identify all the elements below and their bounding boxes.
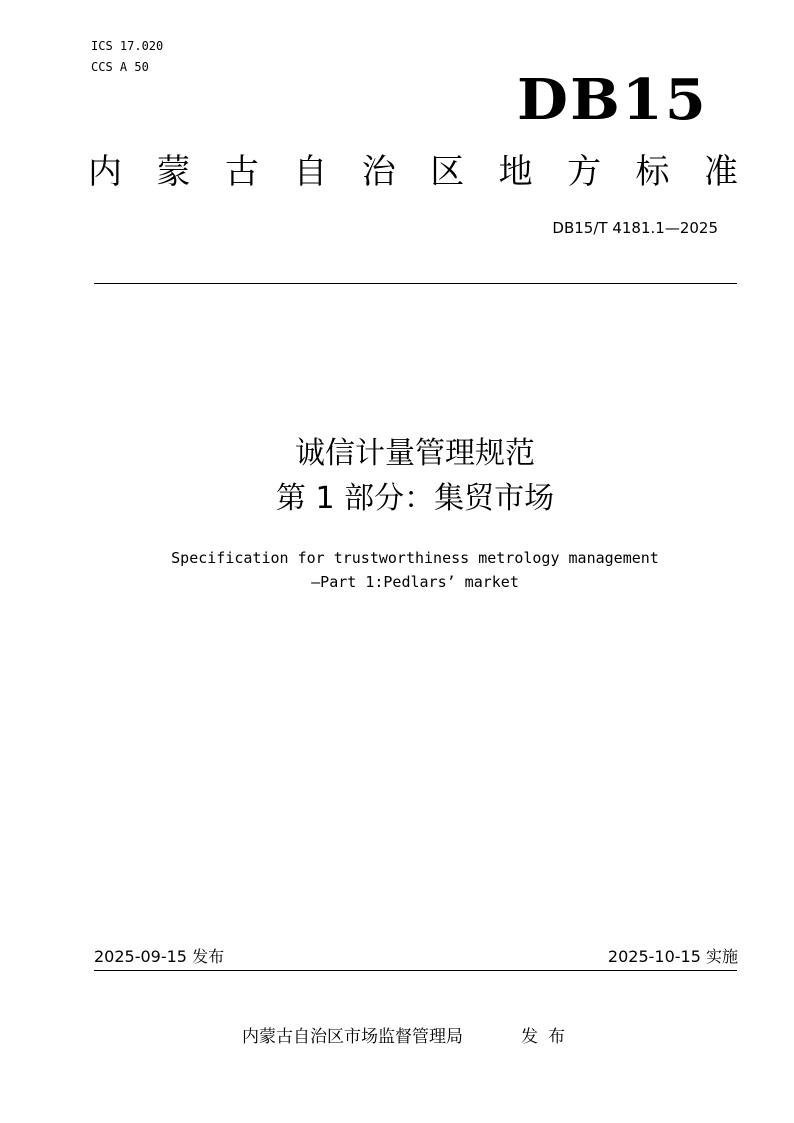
issue-label: 发布: [521, 1027, 575, 1047]
issuing-authority: 内蒙古自治区市场监督管理局: [242, 1027, 463, 1047]
subtitle-english: —Part 1:Pedlars’ market: [311, 573, 519, 591]
publish-date: 2025-09-15 发布: [94, 947, 225, 966]
ccs-code: CCS A 50: [91, 60, 149, 74]
category-char: 标: [635, 152, 670, 192]
category-char: 蒙: [156, 152, 191, 192]
category-char: 自: [293, 152, 328, 192]
effective-date: 2025-10-15 实施: [607, 947, 738, 966]
standard-number: DB15/T 4181.1—2025: [552, 219, 718, 237]
category-char: 准: [703, 152, 738, 192]
subtitle-chinese: 第 1 部分：集贸市场: [275, 481, 555, 516]
category-char: 古: [224, 152, 259, 192]
category-char: 内: [88, 152, 122, 192]
top-divider: [94, 283, 737, 284]
category-char: 区: [430, 152, 465, 192]
db15-logo: [517, 67, 708, 133]
category-char: 地: [498, 152, 533, 192]
category-char: 治: [361, 152, 396, 192]
title-english: Specification for trustworthiness metrology management: [171, 549, 659, 567]
bottom-divider: [94, 970, 737, 971]
title-chinese: 诚信计量管理规范: [295, 436, 535, 471]
ics-code: ICS 17.020: [91, 39, 164, 53]
standard-category-title: [88, 150, 738, 194]
db15-logo-text: DB15: [517, 67, 708, 133]
category-char: 方: [567, 152, 602, 192]
